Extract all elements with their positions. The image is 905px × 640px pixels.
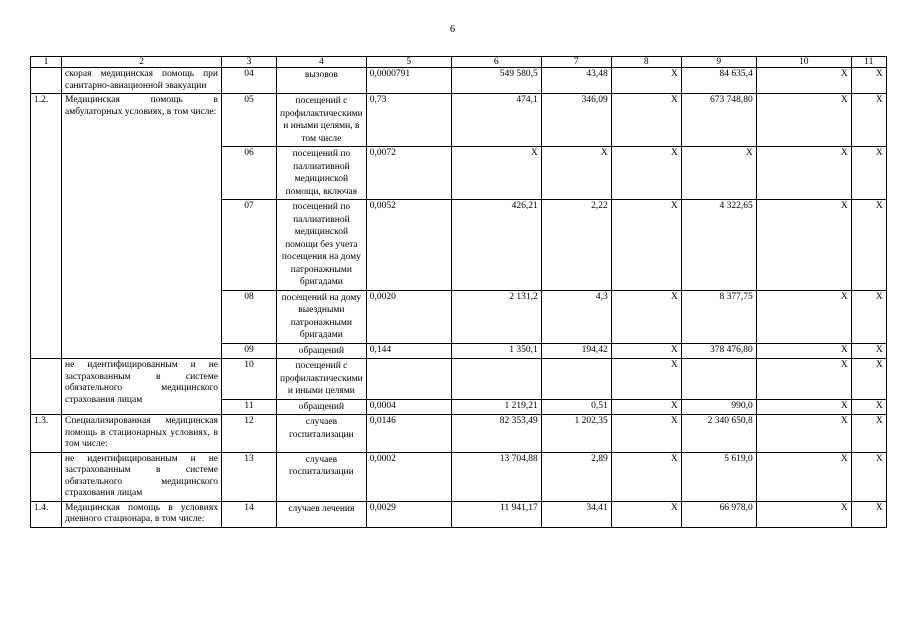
x-mark: X — [611, 290, 681, 343]
cost-cell: X — [451, 147, 541, 200]
row-code: 04 — [222, 68, 277, 94]
table-row — [31, 359, 887, 400]
row-code: 14 — [222, 501, 277, 527]
x-mark: X — [851, 359, 886, 400]
unit-cell: посещений с профилактическими и иными целями, в том числе — [277, 94, 367, 147]
x-mark: X — [851, 399, 886, 415]
per-capita-cell — [541, 359, 611, 400]
cost-cell: 1 219,21 — [451, 399, 541, 415]
row-title: Медицинская помощь в амбулаторных условиях, в том числе: — [62, 94, 222, 359]
cost-cell: 426,21 — [451, 200, 541, 291]
row-title: не идентифицированным и не застрахованным в системе обязательного медицинского страхования лицам — [62, 452, 222, 501]
per-capita-cell: 194,42 — [541, 343, 611, 359]
data-table — [30, 56, 887, 528]
row-title: Специализированная медицинская помощь в стационарных условиях, в том числе: — [62, 415, 222, 453]
row-title: скорая медицинская помощь при санитарно-авиационной эвакуации — [62, 68, 222, 94]
header-cell: 6 — [451, 57, 541, 68]
x-mark: X — [851, 501, 886, 527]
cost-cell: 474,1 — [451, 94, 541, 147]
unit-cell: посещений по паллиативной медицинской помощи, включая — [277, 147, 367, 200]
table-row — [31, 415, 887, 453]
x-mark: X — [851, 147, 886, 200]
norm-cell: 0,0072 — [366, 147, 451, 200]
x-mark: X — [611, 200, 681, 291]
unit-cell: посещений на дому выездными патронажными бригадами — [277, 290, 367, 343]
x-mark: X — [756, 147, 851, 200]
norm-cell: 0,144 — [366, 343, 451, 359]
row-code: 05 — [222, 94, 277, 147]
row-code: 06 — [222, 147, 277, 200]
cost-cell: 11 941,17 — [451, 501, 541, 527]
row-code: 11 — [222, 399, 277, 415]
total-cell: 673 748,80 — [681, 94, 756, 147]
header-cell: 11 — [851, 57, 886, 68]
header-cell: 5 — [366, 57, 451, 68]
unit-cell: обращений — [277, 399, 367, 415]
total-cell: 2 340 650,8 — [681, 415, 756, 453]
row-number: 1.4. — [31, 501, 62, 527]
row-code: 12 — [222, 415, 277, 453]
norm-cell: 0,73 — [366, 94, 451, 147]
table-row — [31, 452, 887, 501]
norm-cell: 0,0146 — [366, 415, 451, 453]
x-mark: X — [611, 359, 681, 400]
header-cell: 1 — [31, 57, 62, 68]
header-cell: 9 — [681, 57, 756, 68]
total-cell: 378 476,80 — [681, 343, 756, 359]
per-capita-cell: 0,51 — [541, 399, 611, 415]
x-mark: X — [611, 452, 681, 501]
per-capita-cell: X — [541, 147, 611, 200]
norm-cell: 0,0000791 — [366, 68, 451, 94]
x-mark: X — [756, 200, 851, 291]
cost-cell: 549 580,5 — [451, 68, 541, 94]
norm-cell: 0,0052 — [366, 200, 451, 291]
x-mark: X — [851, 68, 886, 94]
norm-cell: 0,0002 — [366, 452, 451, 501]
unit-cell: посещений с профилактическими и иными целями — [277, 359, 367, 400]
cost-cell: 2 131,2 — [451, 290, 541, 343]
x-mark: X — [851, 452, 886, 501]
table-row — [31, 68, 887, 94]
per-capita-cell: 43,48 — [541, 68, 611, 94]
norm-cell: 0,0004 — [366, 399, 451, 415]
total-cell: 5 619,0 — [681, 452, 756, 501]
header-cell: 4 — [277, 57, 367, 68]
cost-cell: 82 353,49 — [451, 415, 541, 453]
unit-cell: случаев госпитализации — [277, 415, 367, 453]
x-mark: X — [756, 290, 851, 343]
x-mark: X — [611, 415, 681, 453]
total-cell: 990,0 — [681, 399, 756, 415]
header-cell: 7 — [541, 57, 611, 68]
x-mark: X — [756, 68, 851, 94]
norm-cell: 0,0029 — [366, 501, 451, 527]
row-code: 07 — [222, 200, 277, 291]
unit-cell: вызовов — [277, 68, 367, 94]
cost-cell: 13 704,88 — [451, 452, 541, 501]
row-number — [31, 359, 62, 415]
total-cell: X — [681, 147, 756, 200]
header-cell: 3 — [222, 57, 277, 68]
x-mark: X — [851, 200, 886, 291]
table-row — [31, 501, 887, 527]
header-cell: 2 — [62, 57, 222, 68]
row-code: 09 — [222, 343, 277, 359]
x-mark: X — [756, 94, 851, 147]
row-number: 1.2. — [31, 94, 62, 359]
per-capita-cell: 4,3 — [541, 290, 611, 343]
unit-cell: случаев госпитализации — [277, 452, 367, 501]
row-code: 13 — [222, 452, 277, 501]
per-capita-cell: 2,22 — [541, 200, 611, 291]
x-mark: X — [851, 415, 886, 453]
total-cell: 84 635,4 — [681, 68, 756, 94]
x-mark: X — [851, 94, 886, 147]
total-cell: 4 322,65 — [681, 200, 756, 291]
x-mark: X — [756, 343, 851, 359]
row-number — [31, 452, 62, 501]
x-mark: X — [611, 147, 681, 200]
norm-cell — [366, 359, 451, 400]
row-title: не идентифицированным и не застрахованным в системе обязательного медицинского страхования лицам — [62, 359, 222, 415]
x-mark: X — [611, 343, 681, 359]
x-mark: X — [756, 399, 851, 415]
unit-cell: посещений по паллиативной медицинской помощи без учета посещения на дому патронажными бригадами — [277, 200, 367, 291]
cost-cell: 1 350,1 — [451, 343, 541, 359]
header-cell: 10 — [756, 57, 851, 68]
per-capita-cell: 346,09 — [541, 94, 611, 147]
norm-cell: 0,0020 — [366, 290, 451, 343]
x-mark: X — [851, 343, 886, 359]
cost-cell — [451, 359, 541, 400]
total-cell: 66 978,0 — [681, 501, 756, 527]
page-number: 6 — [450, 24, 455, 35]
x-mark: X — [611, 501, 681, 527]
per-capita-cell: 2,89 — [541, 452, 611, 501]
row-number: 1.3. — [31, 415, 62, 453]
x-mark: X — [756, 452, 851, 501]
row-title: Медицинская помощь в условиях дневного стационара, в том числе: — [62, 501, 222, 527]
total-cell — [681, 359, 756, 400]
x-mark: X — [611, 399, 681, 415]
row-code: 08 — [222, 290, 277, 343]
row-number — [31, 68, 62, 94]
x-mark: X — [851, 290, 886, 343]
unit-cell: случаев лечения — [277, 501, 367, 527]
x-mark: X — [756, 359, 851, 400]
row-code: 10 — [222, 359, 277, 400]
per-capita-cell: 34,41 — [541, 501, 611, 527]
per-capita-cell: 1 202,35 — [541, 415, 611, 453]
total-cell: 8 377,75 — [681, 290, 756, 343]
x-mark: X — [611, 94, 681, 147]
table-row — [31, 94, 887, 147]
unit-cell: обращений — [277, 343, 367, 359]
x-mark: X — [756, 501, 851, 527]
x-mark: X — [611, 68, 681, 94]
x-mark: X — [756, 415, 851, 453]
header-cell: 8 — [611, 57, 681, 68]
header-row — [31, 57, 887, 68]
